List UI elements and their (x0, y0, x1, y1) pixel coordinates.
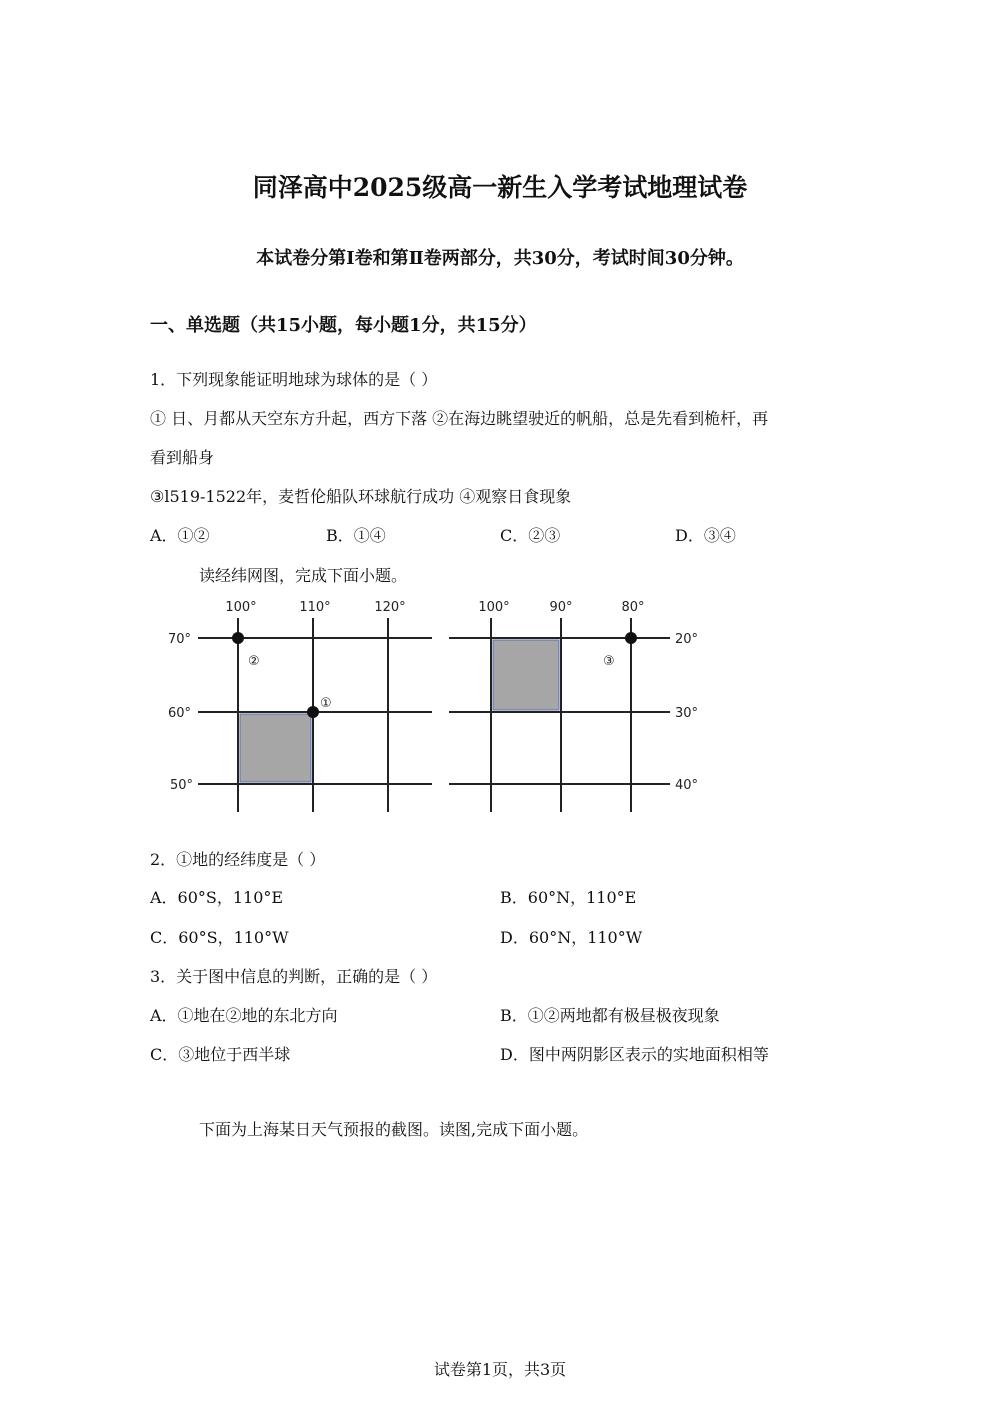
point-1-dot (307, 706, 319, 718)
right-lat-label-20: 20° (675, 632, 699, 647)
q1-stem: 1．下列现象能证明地球为球体的是（ ） (150, 370, 438, 389)
q1-option-a: A．①② (150, 526, 210, 545)
q2-option-d: D．60°N，110°W (500, 928, 643, 947)
point-1-label: ① (320, 696, 332, 711)
q1-option-d: D．③④ (675, 526, 736, 545)
right-lat-label-30: 30° (675, 706, 699, 721)
left-lat-label-70: 70° (168, 632, 192, 647)
weather-intro: 下面为上海某日天气预报的截图。读图,完成下面小题。 (199, 1120, 589, 1139)
q3-option-c: C．③地位于西半球 (150, 1045, 291, 1064)
q1-line-3: ③l519-1522年，麦哲伦船队环球航行成功 ④观察日食现象 (150, 487, 572, 506)
page-footer: 试卷第1页，共3页 (433, 1360, 567, 1379)
point-2-dot (232, 632, 244, 644)
left-lon-label-120: 120° (374, 600, 406, 615)
graticule-figure (160, 594, 720, 819)
right-lon-label-80: 80° (621, 600, 645, 615)
q3-stem: 3．关于图中信息的判断，正确的是（ ） (150, 967, 438, 986)
q1-line-2: 看到船身 (150, 448, 215, 467)
left-lat-label-50: 50° (170, 778, 194, 793)
section-heading: 一、单选题（共15小题，每小题1分，共15分） (150, 315, 537, 336)
q1-option-c: C．②③ (500, 526, 561, 545)
q2-option-c: C．60°S，110°W (150, 928, 289, 947)
q1-line-1: ① 日、月都从天空东方升起，西方下落 ②在海边眺望驶近的帆船，总是先看到桅杆，再 (150, 409, 769, 428)
q2-option-b: B．60°N，110°E (500, 888, 637, 907)
left-lat-label-60: 60° (168, 706, 192, 721)
right-shaded-area (493, 640, 559, 710)
page-title: 同泽高中2025级高一新生入学考试地理试卷 (252, 173, 748, 202)
right-lon-label-90: 90° (549, 600, 573, 615)
q1-option-b: B．①④ (326, 526, 386, 545)
point-3-dot (625, 632, 637, 644)
point-2-label: ② (248, 654, 260, 669)
left-lon-label-100: 100° (225, 600, 257, 615)
right-lon-label-100: 100° (478, 600, 510, 615)
left-shaded-area (240, 714, 311, 782)
q2-stem: 2．①地的经纬度是（ ） (150, 850, 326, 869)
q3-option-a: A．①地在②地的东北方向 (150, 1006, 338, 1025)
right-lat-label-40: 40° (675, 778, 699, 793)
point-3-label: ③ (603, 654, 615, 669)
map-intro: 读经纬网图，完成下面小题。 (199, 566, 408, 585)
q2-option-a: A．60°S，110°E (150, 888, 284, 907)
exam-info: 本试卷分第Ⅰ卷和第Ⅱ卷两部分，共30分，考试时间30分钟。 (256, 248, 744, 269)
q3-option-d: D．图中两阴影区表示的实地面积相等 (500, 1045, 769, 1064)
q3-option-b: B．①②两地都有极昼极夜现象 (500, 1006, 720, 1025)
left-lon-label-110: 110° (299, 600, 331, 615)
